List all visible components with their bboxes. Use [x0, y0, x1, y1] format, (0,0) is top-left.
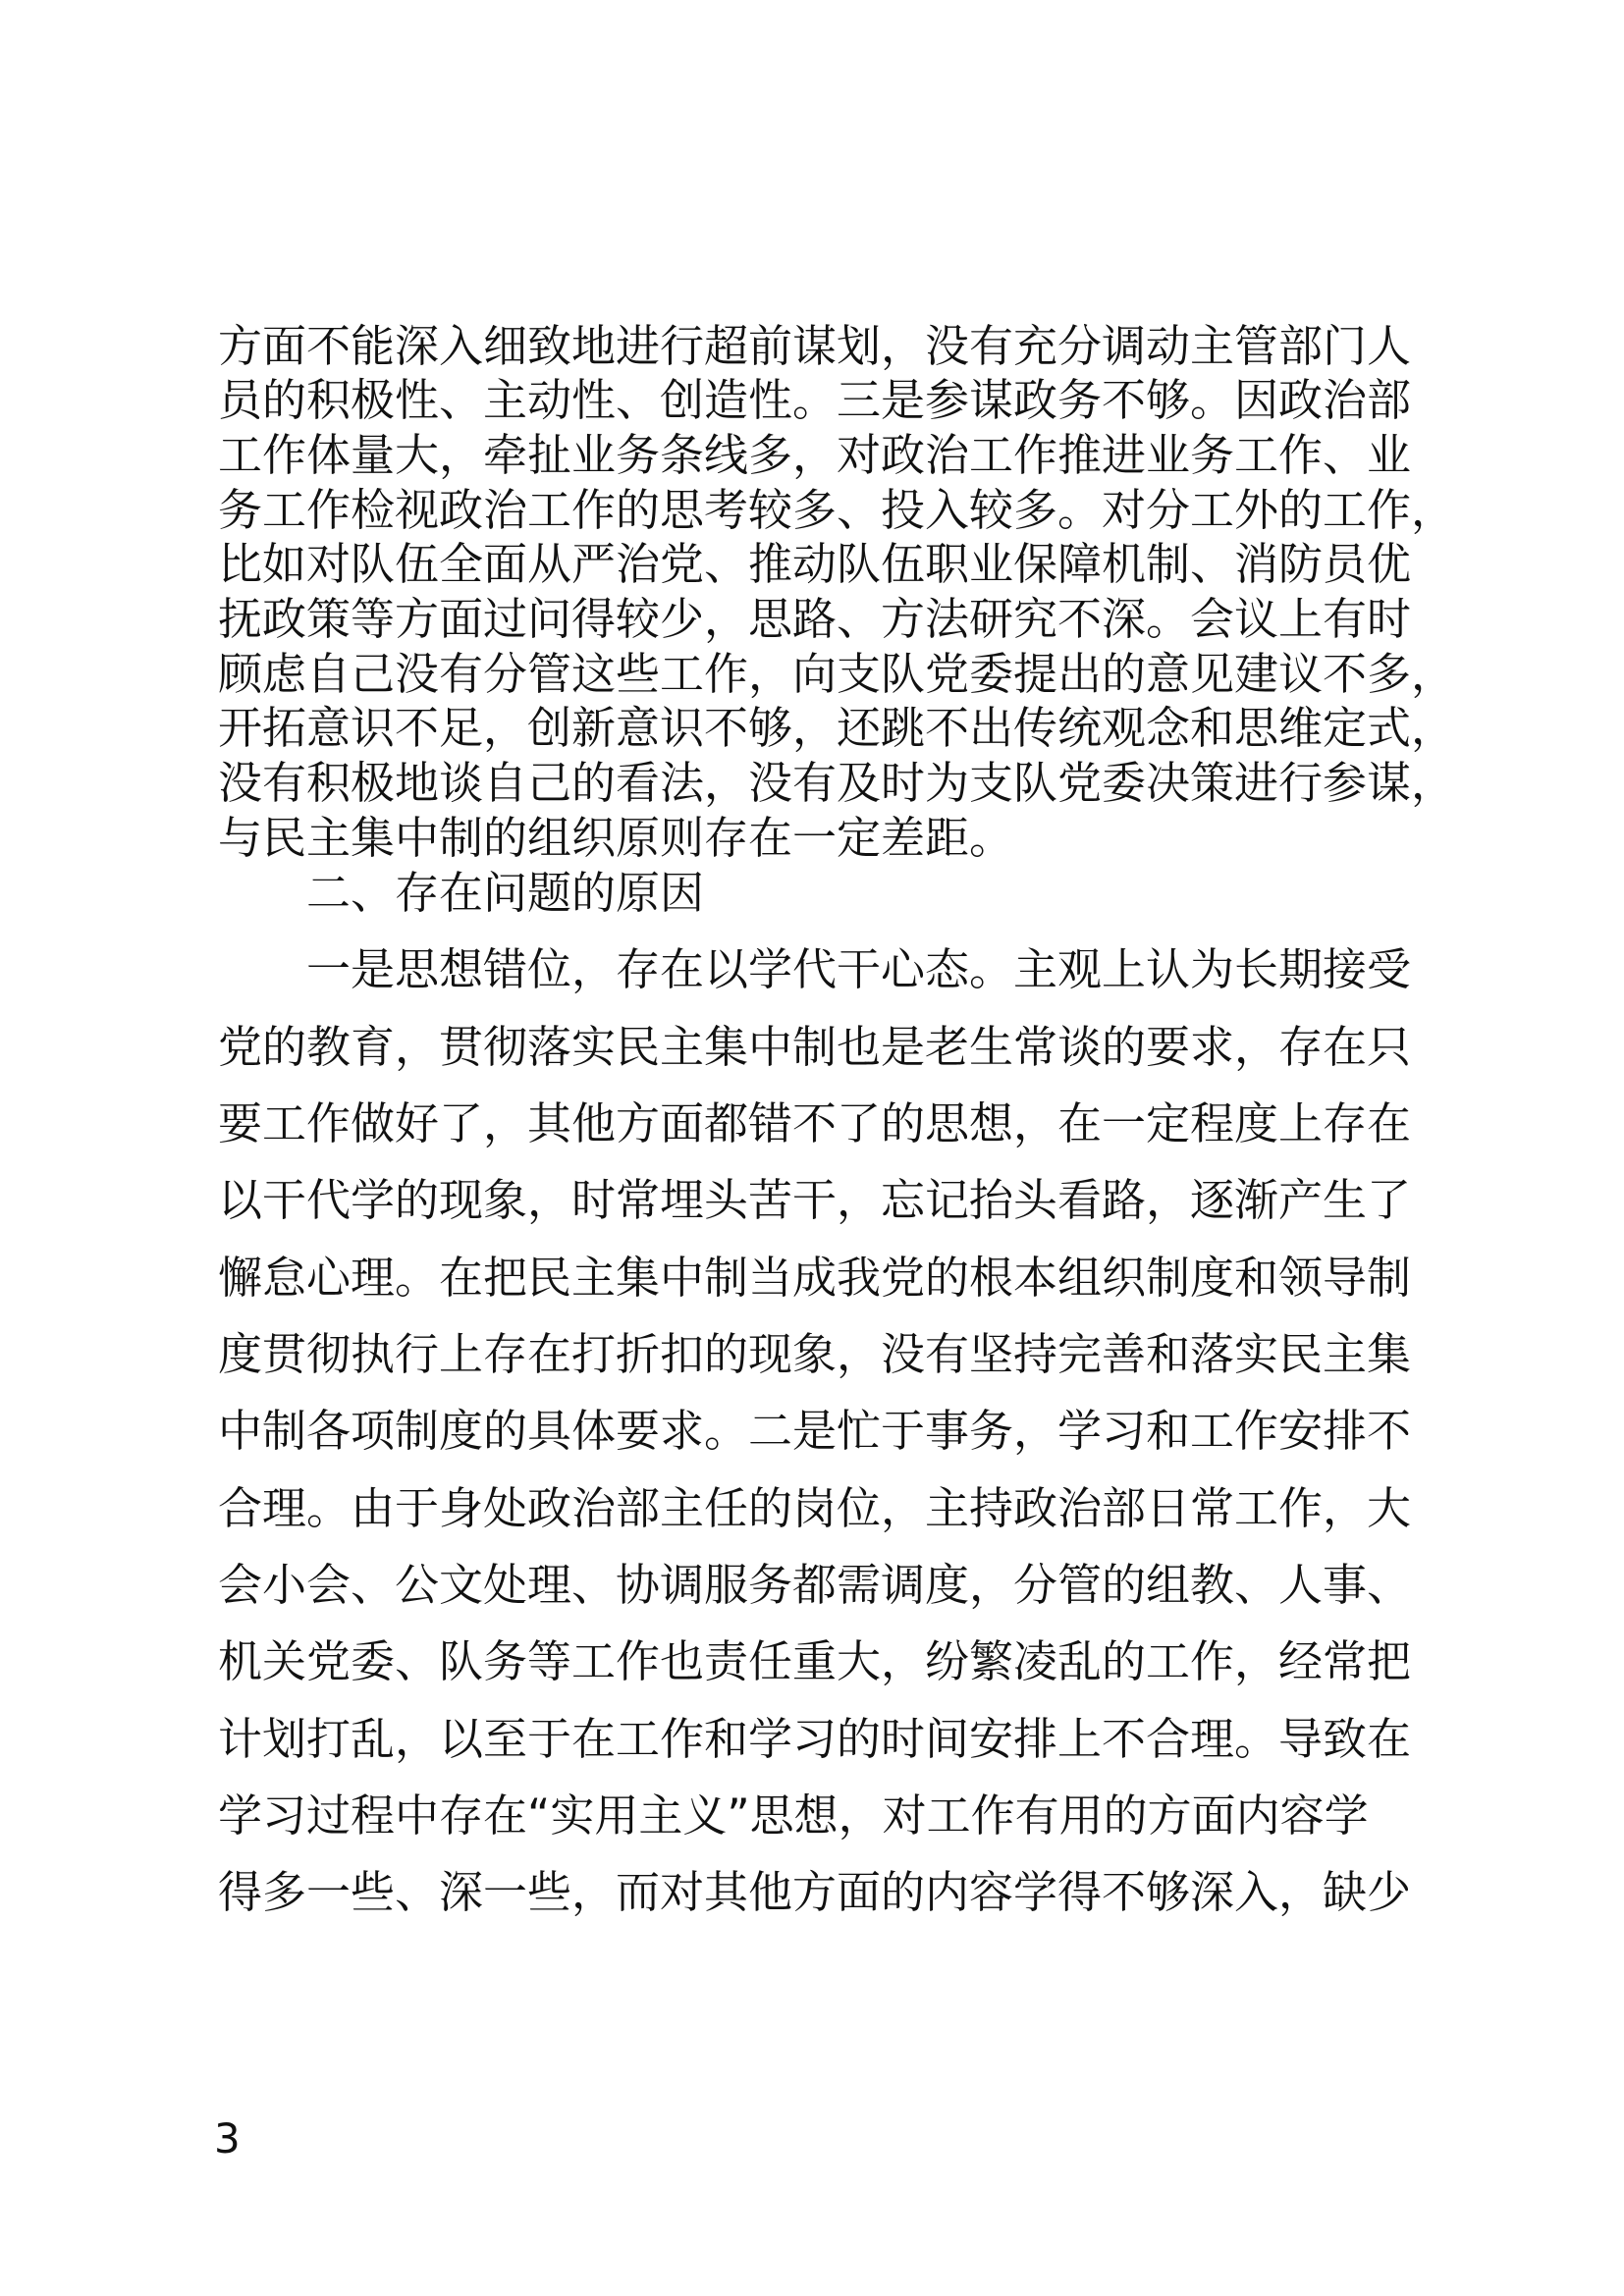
- text-line: 机关党委、队务等工作也责任重大，纷繁凌乱的工作，经常把: [218, 1635, 1412, 1687]
- text-line: 合理。由于身处政治部主任的岗位，主持政治部日常工作，大: [218, 1482, 1412, 1534]
- text-line: 比如对队伍全面从严治党、推动队伍职业保障机制、消防员优: [218, 538, 1412, 590]
- text-line: 没有积极地谈自己的看法，没有及时为支队党委决策进行参谋，: [218, 757, 1456, 809]
- text-line: 计划打乱，以至于在工作和学习的时间安排上不合理。导致在: [218, 1713, 1412, 1765]
- text-line: 懈怠心理。在把民主集中制当成我党的根本组织制度和领导制: [218, 1252, 1412, 1304]
- text-line: 度贯彻执行上存在打折扣的现象，没有坚持完善和落实民主集: [218, 1328, 1412, 1380]
- text-line: 员的积极性、主动性、创造性。三是参谋政务不够。因政治部: [218, 374, 1412, 426]
- text-line: 务工作检视政治工作的思考较多、投入较多。对分工外的工作，: [218, 484, 1456, 536]
- text-line: 学习过程中存在“实用主义”思想，对工作有用的方面内容学: [218, 1789, 1369, 1842]
- section-heading: 二、存在问题的原因: [306, 867, 705, 919]
- text-line: 党的教育，贯彻落实民主集中制也是老生常谈的要求，存在只: [218, 1021, 1412, 1073]
- text-line: 方面不能深入细致地进行超前谋划，没有充分调动主管部门人: [218, 320, 1412, 372]
- text-line: 得多一些、深一些，而对其他方面的内容学得不够深入，缺少: [218, 1866, 1412, 1918]
- text-line: 抚政策等方面过问得较少，思路、方法研究不深。会议上有时: [218, 593, 1412, 645]
- text-line: 以干代学的现象，时常埋头苦干，忘记抬头看路，逐渐产生了: [218, 1174, 1412, 1226]
- text-line: 要工作做好了，其他方面都错不了的思想，在一定程度上存在: [218, 1097, 1412, 1149]
- text-line: 与民主集中制的组织原则存在一定差距。: [218, 812, 1014, 864]
- text-line: 一是思想错位，存在以学代干心态。主观上认为长期接受: [306, 943, 1412, 995]
- text-line: 工作体量大，牵扯业务条线多，对政治工作推进业务工作、业: [218, 429, 1412, 481]
- page-number: 3: [214, 2114, 241, 2163]
- text-line: 会小会、公文处理、协调服务都需调度，分管的组教、人事、: [218, 1559, 1412, 1611]
- text-line: 开拓意识不足，创新意识不够，还跳不出传统观念和思维定式，: [218, 702, 1456, 754]
- text-line: 中制各项制度的具体要求。二是忙于事务，学习和工作安排不: [218, 1405, 1412, 1457]
- text-line: 顾虑自己没有分管这些工作，向支队党委提出的意见建议不多，: [218, 648, 1456, 700]
